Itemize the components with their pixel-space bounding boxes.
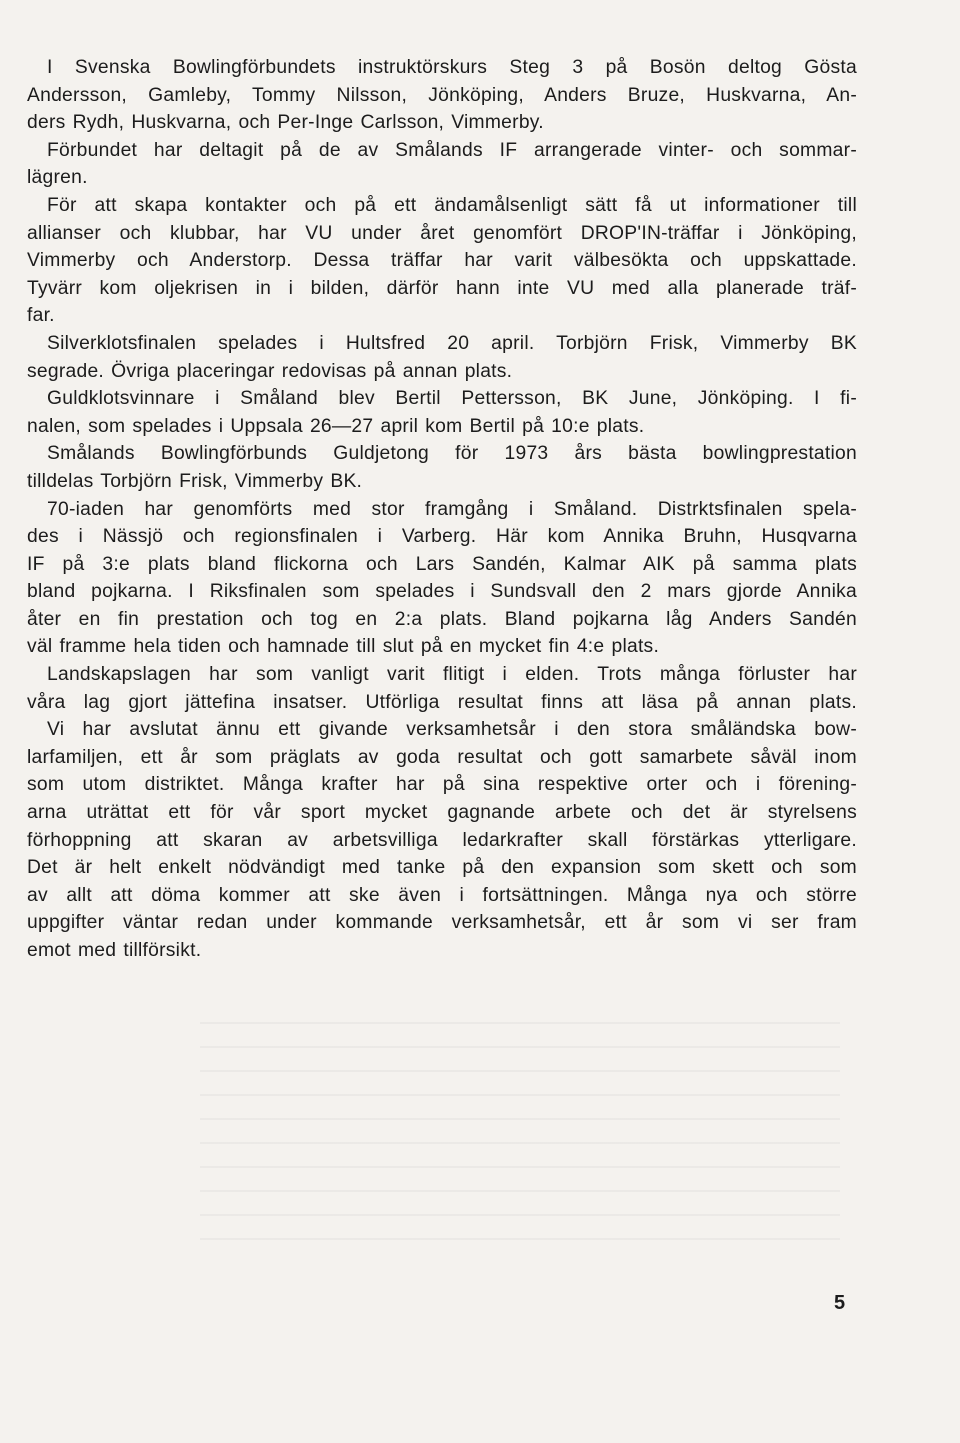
text-line: Tyvärr kom oljekrisen in i bilden, därför hann inte VU med alla planerade träf- [27, 277, 857, 299]
text-line: åter en fin prestation och tog en 2:a plats. Bland pojkarna låg Anders Sandén [27, 608, 857, 630]
text-line: 70-iaden har genomförts med stor framgång i Småland. Distrktsfinalen spela- [47, 498, 857, 520]
text-line: förhoppning att skaran av arbetsvilliga ledarkrafter skall förstärkas ytterligare. [27, 829, 857, 851]
text-line: IF på 3:e plats bland flickorna och Lars Sandén, Kalmar AIK på samma plats [27, 553, 857, 575]
text-line: våra lag gjort jättefina insatser. Utförliga resultat finns att läsa på annan plats. [27, 691, 857, 713]
text-line: ders Rydh, Huskvarna, och Per-Inge Carlsson, Vimmerby. [27, 112, 544, 134]
text-line: Andersson, Gamleby, Tommy Nilsson, Jönköping, Anders Bruze, Huskvarna, An- [27, 84, 857, 106]
text-line: Vi har avslutat ännu ett givande verksamhetsår i den stora småländska bow- [47, 719, 857, 741]
text-line: Silverklotsfinalen spelades i Hultsfred 20 april. Torbjörn Frisk, Vimmerby BK [47, 332, 857, 354]
text-line: tilldelas Torbjörn Frisk, Vimmerby BK. [27, 470, 363, 492]
text-line: För att skapa kontakter och på ett ändamålsenligt sätt få ut informationer till [47, 194, 857, 216]
text-line: Smålands Bowlingförbunds Guldjetong för 1973 års bästa bowlingprestation [47, 443, 857, 465]
text-line: lägren. [27, 167, 88, 189]
text-line: uppgifter väntar redan under kommande verksamhetsår, ett år som vi ser fram [27, 912, 857, 934]
text-line: bland pojkarna. I Riksfinalen som spelades i Sundsvall den 2 mars gjorde Annika [27, 581, 857, 603]
show-through-text [200, 1000, 840, 1260]
text-line: som utom distriktet. Många krafter har på sina respektive orter och i förening- [27, 774, 857, 796]
text-line: I Svenska Bowlingförbundets instruktörskurs Steg 3 på Bosön deltog Gösta [47, 57, 857, 78]
text-line: larfamiljen, ett år som präglats av goda resultat och gott samarbete såväl inom [27, 746, 857, 768]
text-line: väl framme hela tiden och hamnade till slut på en mycket fin 4:e plats. [27, 636, 660, 658]
text-line: allianser och klubbar, har VU under året genomfört DROP'IN-träffar i Jönköping, [27, 222, 857, 244]
text-line: Vimmerby och Anderstorp. Dessa träffar har varit välbesökta och uppskattade. [27, 250, 857, 272]
text-line: Förbundet har deltagit på de av Smålands IF arrangerade vinter- och sommar- [47, 139, 857, 161]
text-line: nalen, som spelades i Uppsala 26—27 april kom Bertil på 10:e plats. [27, 415, 645, 437]
text-line: Landskapslagen har som vanligt varit flitigt i elden. Trots många förluster har [47, 664, 857, 686]
text-line: far. [27, 305, 55, 327]
page-number: 5 [834, 1292, 846, 1314]
text-line: Guldklotsvinnare i Småland blev Bertil Pettersson, BK June, Jönköping. I fi- [47, 388, 857, 410]
text-line: segrade. Övriga placeringar redovisas på annan plats. [27, 360, 513, 382]
text-line: emot med tillförsikt. [27, 940, 202, 961]
text-line: des i Nässjö och regionsfinalen i Varberg. Här kom Annika Bruhn, Husqvarna [27, 526, 857, 548]
body-text [27, 54, 857, 965]
text-line: av allt att döma kommer att ske även i fortsättningen. Många nya och större [27, 884, 857, 906]
text-line: arna uträttat ett för vår sport mycket gagnande arbete och det är styrelsens [27, 802, 857, 824]
text-line: Det är helt enkelt nödvändigt med tanke på den expansion som skett och som [27, 857, 857, 879]
